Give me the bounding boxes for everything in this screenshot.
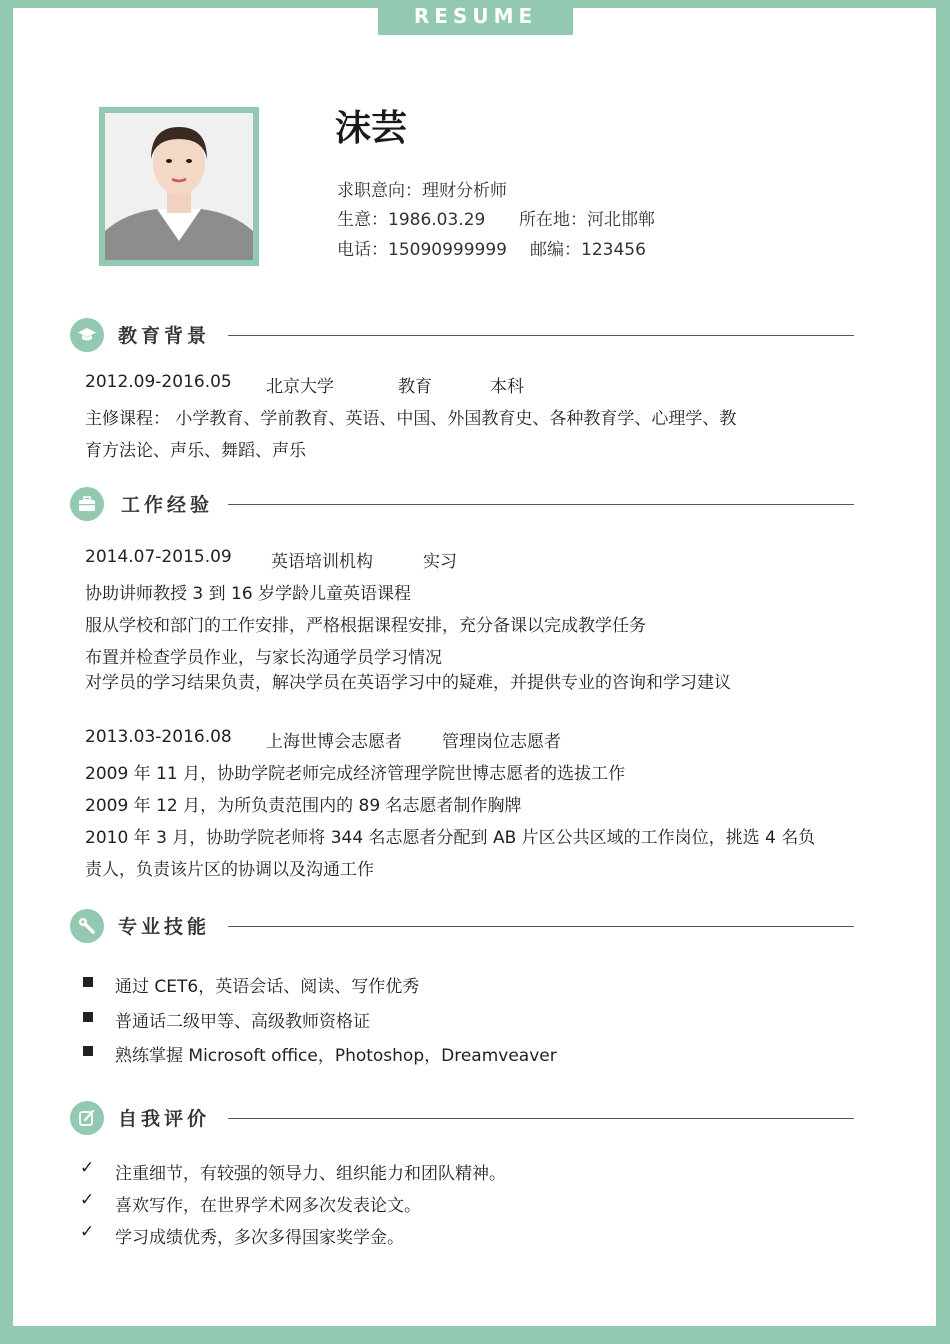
phone: 电话：15090999999 bbox=[337, 240, 507, 260]
education-header bbox=[70, 318, 854, 352]
evaluation-title: 自我评价 bbox=[118, 1108, 211, 1130]
portrait-illustration bbox=[105, 113, 253, 260]
job2-line: 责人，负责该片区的协调以及沟通工作 bbox=[85, 860, 374, 880]
education-courses-line1: 主修课程： 小学教育、学前教育、英语、中国、外国教育史、各种教育学、心理学、教 bbox=[85, 409, 737, 429]
education-school: 北京大学 bbox=[266, 377, 334, 397]
education-courses-line2: 育方法论、声乐、舞蹈、声乐 bbox=[85, 441, 306, 461]
work-header bbox=[70, 487, 854, 521]
wrench-icon bbox=[70, 909, 104, 943]
resume-tab: RESUME bbox=[378, 0, 573, 35]
section-divider bbox=[228, 926, 854, 927]
postcode: 邮编：123456 bbox=[530, 240, 646, 260]
job1-period: 2014.07-2015.09 bbox=[85, 547, 232, 567]
section-divider bbox=[228, 1118, 854, 1119]
job1-line: 对学员的学习结果负责，解决学员在英语学习中的疑难，并提供专业的咨询和学习建议 bbox=[85, 673, 731, 693]
education-title: 教育背景 bbox=[118, 325, 211, 347]
job2-line: 2010 年 3 月，协助学院老师将 344 名志愿者分配到 AB 片区公共区域的工作岗位，挑选 4 名负 bbox=[85, 828, 816, 848]
location: 所在地：河北邯郸 bbox=[519, 210, 655, 230]
job2-role: 管理岗位志愿者 bbox=[442, 732, 561, 752]
evaluation-item: 喜欢写作，在世界学术网多次发表论文。 bbox=[115, 1196, 421, 1216]
evaluation-item: 学习成绩优秀，多次多得国家奖学金。 bbox=[115, 1228, 404, 1248]
square-bullet-icon bbox=[83, 1046, 93, 1056]
job-objective: 求职意向：理财分析师 bbox=[337, 181, 507, 201]
briefcase-icon bbox=[70, 487, 104, 521]
job1-role: 实习 bbox=[423, 552, 457, 572]
education-major: 教育 bbox=[398, 377, 432, 397]
job2-company: 上海世博会志愿者 bbox=[266, 732, 402, 752]
check-icon: ✓ bbox=[80, 1222, 95, 1242]
job1-line: 协助讲师教授 3 到 16 岁学龄儿童英语课程 bbox=[85, 584, 412, 604]
square-bullet-icon bbox=[83, 1012, 93, 1022]
skills-header bbox=[70, 909, 854, 943]
check-icon: ✓ bbox=[80, 1190, 95, 1210]
candidate-name: 沫芸 bbox=[335, 108, 408, 149]
education-degree: 本科 bbox=[490, 377, 524, 397]
skills-title: 专业技能 bbox=[118, 916, 211, 938]
evaluation-item: 注重细节，有较强的领导力、组织能力和团队精神。 bbox=[115, 1164, 506, 1184]
birth-date: 生意：1986.03.29 bbox=[337, 210, 486, 230]
skill-item: 普通话二级甲等、高级教师资格证 bbox=[115, 1012, 370, 1032]
graduation-cap-icon bbox=[70, 318, 104, 352]
section-divider bbox=[228, 335, 854, 336]
job1-line: 布置并检查学员作业，与家长沟通学员学习情况 bbox=[85, 648, 442, 668]
section-divider bbox=[228, 504, 854, 505]
job2-line: 2009 年 12 月，为所负责范围内的 89 名志愿者制作胸牌 bbox=[85, 796, 522, 816]
job2-line: 2009 年 11 月，协助学院老师完成经济管理学院世博志愿者的选拔工作 bbox=[85, 764, 626, 784]
check-icon: ✓ bbox=[80, 1158, 95, 1178]
job1-line: 服从学校和部门的工作安排，严格根据课程安排，充分备课以完成教学任务 bbox=[85, 616, 646, 636]
job1-company: 英语培训机构 bbox=[271, 552, 373, 572]
profile-photo bbox=[105, 113, 253, 260]
skill-item: 熟练掌握 Microsoft office，Photoshop，Dreamveaver bbox=[115, 1046, 557, 1066]
square-bullet-icon bbox=[83, 977, 93, 987]
work-title: 工作经验 bbox=[121, 494, 214, 516]
edit-icon bbox=[70, 1101, 104, 1135]
evaluation-header bbox=[70, 1101, 854, 1135]
job2-period: 2013.03-2016.08 bbox=[85, 727, 232, 747]
education-period: 2012.09-2016.05 bbox=[85, 372, 232, 392]
profile-photo-frame bbox=[99, 107, 259, 266]
skill-item: 通过 CET6，英语会话、阅读、写作优秀 bbox=[115, 977, 420, 997]
